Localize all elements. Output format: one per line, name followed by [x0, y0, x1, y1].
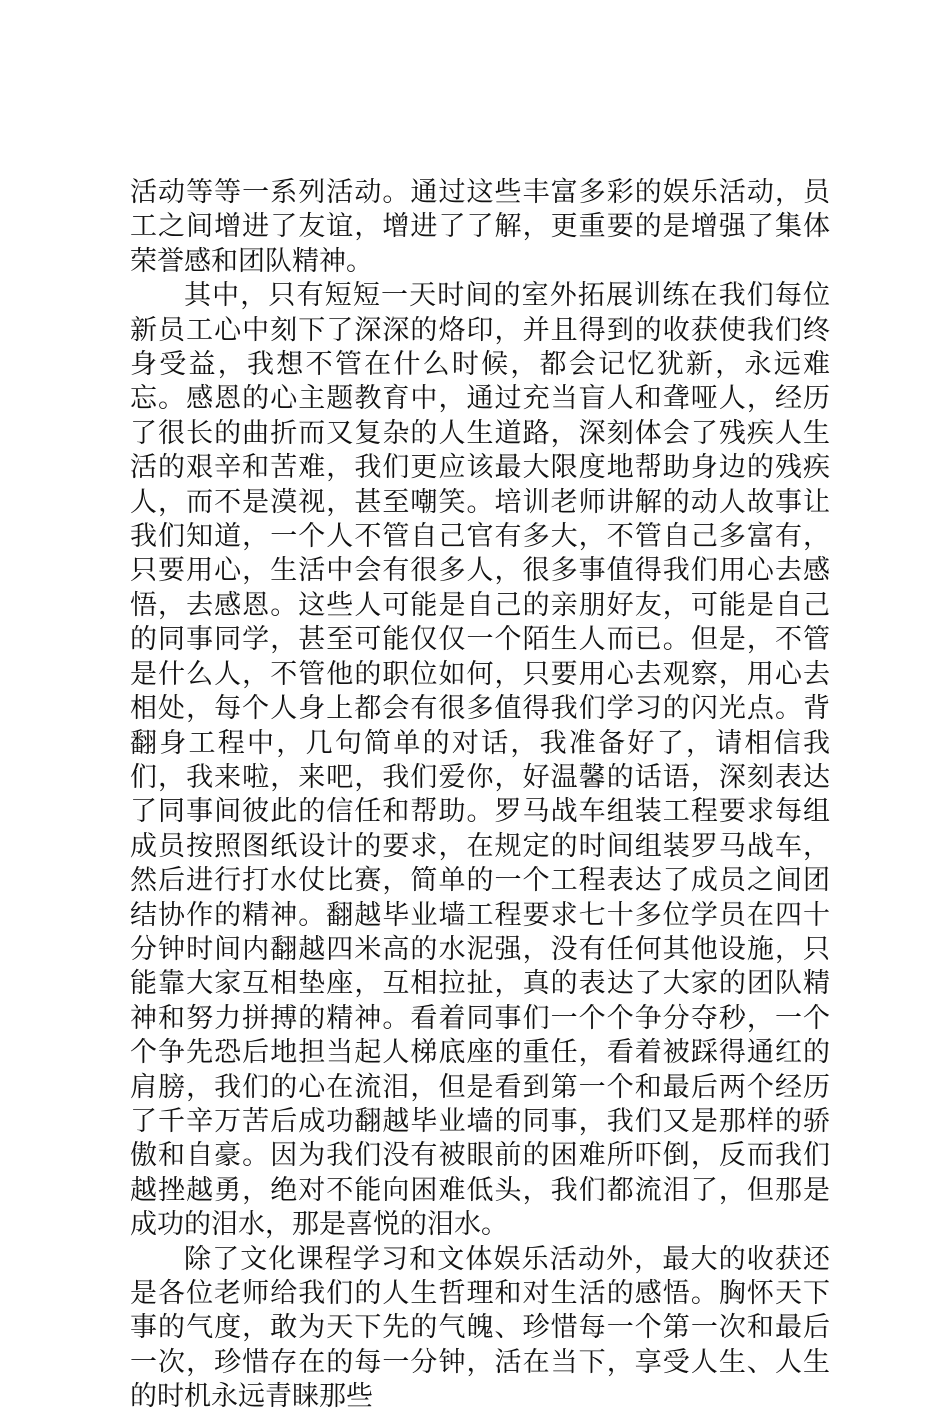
- paragraph-continued: 活动等等一系列活动。通过这些丰富多彩的娱乐活动，员工之间增进了友谊，增进了了解，更重要的是增强了集体荣誉感和团队精神。: [130, 177, 830, 277]
- body-text: [130, 176, 830, 1415]
- paragraph-life-lessons: 除了文化课程学习和文体娱乐活动外，最大的收获还是各位老师给我们的人生哲理和对生活的感悟。胸怀天下事的气度，敢为天下先的气魄、珍惜每一个第一次和最后一次，珍惜存在的每一分钟，活在当下，享受人生、人生的时机永远青睐那些: [130, 1243, 830, 1413]
- paragraph-outdoor-training: 其中，只有短短一天时间的室外拓展训练在我们每位新员工心中刻下了深深的烙印，并且得到的收获使我们终身受益，我想不管在什么时候，都会记忆犹新，永远难忘。感恩的心主题教育中，通过充当盲人和聋哑人，经历了很长的曲折而又复杂的人生道路，深刻体会了残疾人生活的艰辛和苦难，我们更应该最大限度地帮助身边的残疾人，而不是漠视，甚至嘲笑。培训老师讲解的动人故事让我们知道，一个人不管自己官有多大，不管自己多富有，只要用心，生活中会有很多人，很多事值得我们用心去感悟，去感恩。这些人可能是自己的亲朋好友，可能是自己的同事同学，甚至可能仅仅一个陌生人而已。但是，不管是什么人，不管他的职位如何，只要用心去观察，用心去相处，每个人身上都会有很多值得我们学习的闪光点。背翻身工程中，几句简单的对话，我准备好了，请相信我们，我来啦，来吧，我们爱你，好温馨的话语，深刻表达了同事间彼此的信任和帮助。罗马战车组装工程要求每组成员按照图纸设计的要求，在规定的时间组装罗马战车，然后进行打水仗比赛，简单的一个工程表达了成员之间团结协作的精神。翻越毕业墙工程要求七十多位学员在四十分钟时间内翻越四米高的水泥强，没有任何其他设施，只能靠大家互相垫座，互相拉扯，真的表达了大家的团队精神和努力拼搏的精神。看着同事们一个个争分夺秒，一个个争先恐后地担当起人梯底座的重任，看着被踩得通红的肩膀，我们的心在流泪，但是看到第一个和最后两个经历了千辛万苦后成功翻越毕业墙的同事，我们又是那样的骄傲和自豪。因为我们没有被眼前的困难所吓倒，反而我们越挫越勇，绝对不能向困难低头，我们都流泪了，但那是成功的泪水，那是喜悦的泪水。: [130, 280, 830, 1241]
